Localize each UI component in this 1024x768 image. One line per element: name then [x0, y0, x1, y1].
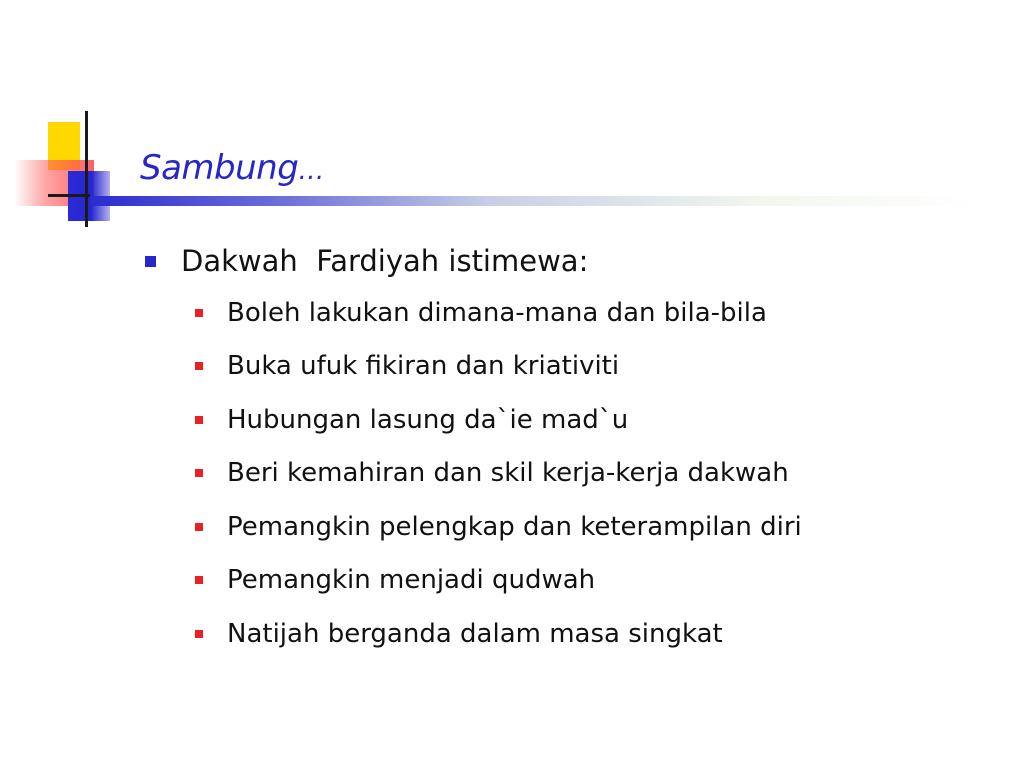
list-item-level2: [195, 447, 1005, 501]
list-item-level2: [195, 607, 1005, 661]
list-item-level2: [195, 554, 1005, 608]
list-item-text: Hubungan lasung da`ie mad`u: [227, 404, 629, 435]
list-item-text: Natijah berganda dalam masa singkat: [227, 618, 723, 649]
square-bullet-icon: [145, 256, 156, 267]
list-item-text: Buka ufuk fikiran dan kriativiti: [227, 351, 620, 382]
sub-bullet-list: [195, 286, 1005, 661]
list-item-text: Pemangkin menjadi qudwah: [227, 565, 596, 596]
square-bullet-icon: [195, 416, 203, 424]
list-item-level2: [195, 340, 1005, 394]
slide-title: [140, 148, 324, 188]
square-bullet-icon: [195, 630, 203, 638]
list-item-text: Boleh lakukan dimana-mana dan bila-bila: [227, 297, 767, 328]
list-item-text: Dakwah Fardiyah istimewa:: [181, 244, 589, 278]
square-bullet-icon: [195, 309, 203, 317]
title-underline-gradient: [90, 196, 980, 206]
list-item-level2: [195, 500, 1005, 554]
square-bullet-icon: [195, 576, 203, 584]
slide-title-ellipsis: …: [298, 156, 324, 186]
bullet-list: [145, 236, 1005, 661]
square-bullet-icon: [195, 362, 203, 370]
list-item-text: Beri kemahiran dan skil kerja-kerja dakwah: [227, 458, 789, 489]
decorative-vertical-line: [85, 111, 88, 227]
slide-title-text: Sambung: [140, 148, 299, 188]
square-bullet-icon: [195, 469, 203, 477]
list-item-level1: [145, 236, 1005, 286]
decorative-horizontal-line: [48, 194, 90, 197]
list-item-level2: [195, 393, 1005, 447]
list-item-text: Pemangkin pelengkap dan keterampilan diri: [227, 511, 802, 542]
square-bullet-icon: [195, 523, 203, 531]
list-item-level2: [195, 286, 1005, 340]
